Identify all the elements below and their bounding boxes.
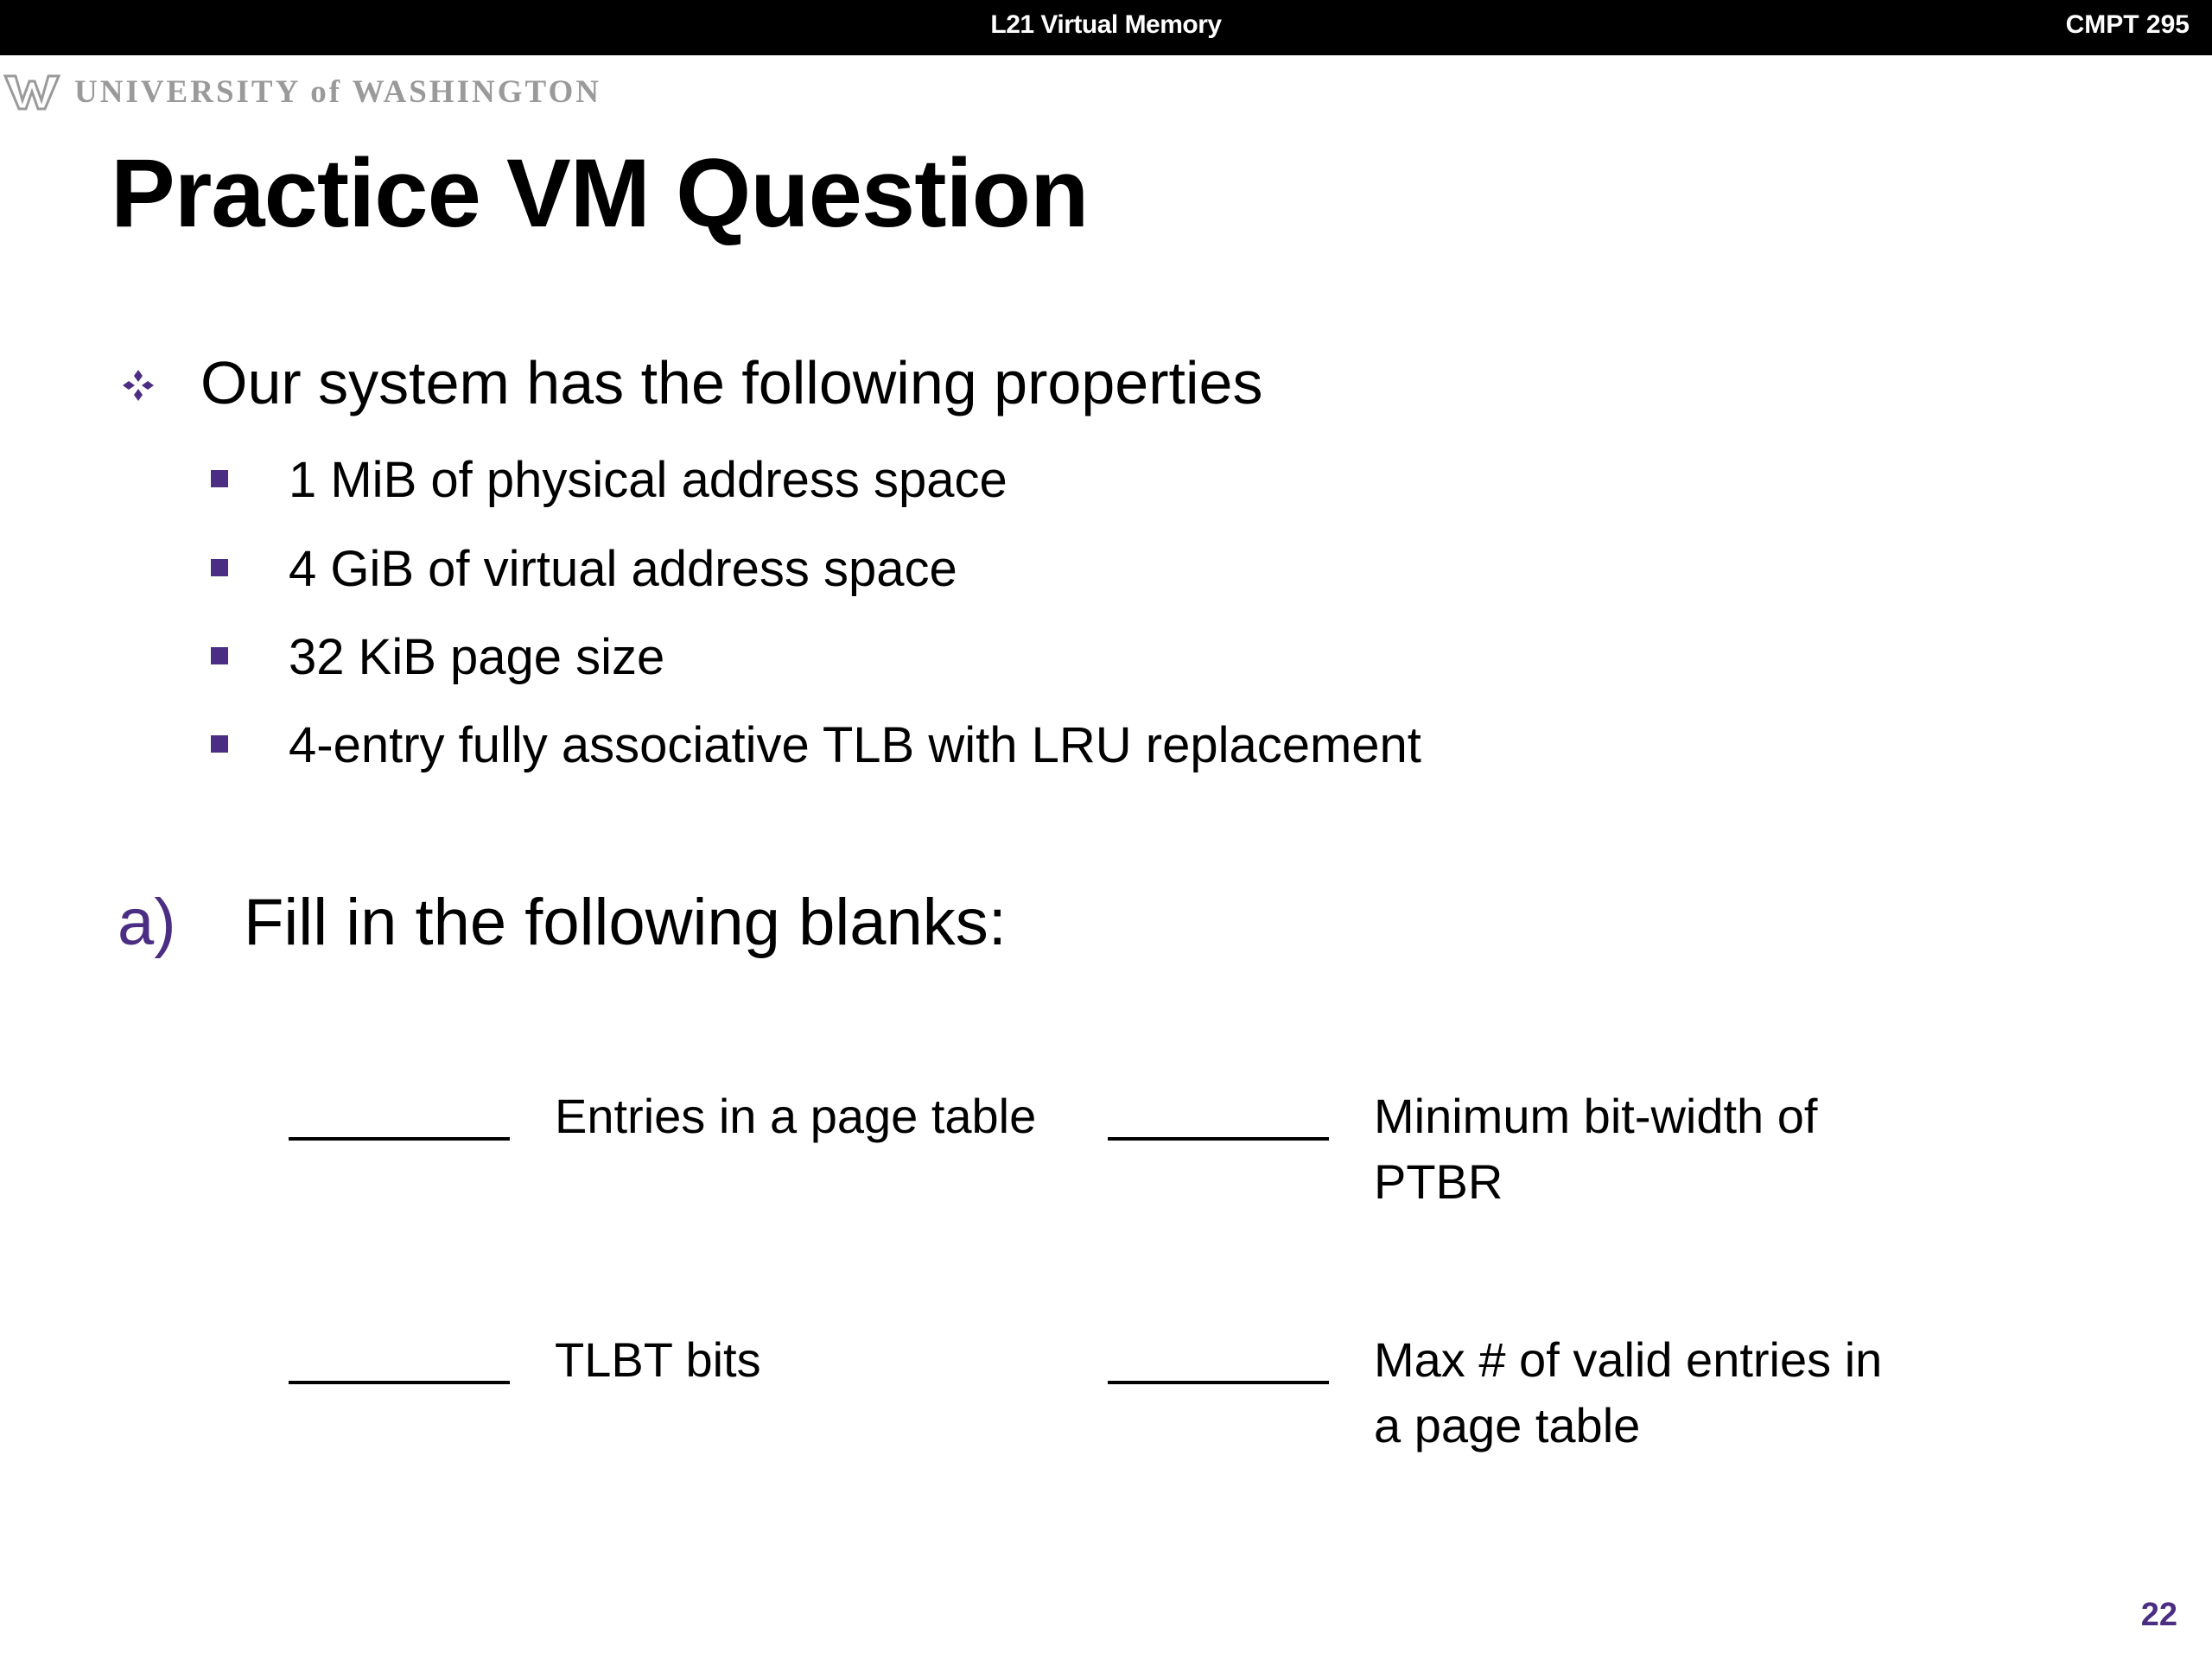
property-item [211,452,1007,508]
answer-blank-tlbt-bits[interactable] [289,1381,510,1384]
page-title: Practice VM Question [111,139,1089,247]
answer-blank-page-table-entries[interactable] [289,1137,510,1141]
square-bullet-icon [211,470,228,487]
question-text: Fill in the following blanks: [244,886,1007,959]
square-bullet-icon [211,735,228,753]
blank-label: Minimum bit-width of PTBR [1374,1089,1818,1209]
question-label: a) [118,886,176,959]
page-number: 22 [2140,1597,2177,1633]
course-code: CMPT 295 [2065,10,2190,39]
uw-w-logo-icon [3,73,60,111]
university-name: UNIVERSITY of WASHINGTON [74,73,601,110]
university-logo [3,71,601,112]
intro-text: Our system has the following properties [200,349,1263,416]
property-text: 1 MiB of physical address space [289,452,1007,508]
diamond-bullet-icon [121,359,200,407]
blank-label: Max # of valid entries in a page table [1374,1332,1883,1452]
blank-label: Entries in a page table [555,1089,1037,1143]
answer-blank-ptbr-width[interactable] [1108,1137,1329,1141]
blank-label: TLBT bits [555,1332,761,1387]
square-bullet-icon [211,647,228,664]
property-item [211,541,957,597]
property-text: 32 KiB page size [289,629,665,685]
property-text: 4 GiB of virtual address space [289,541,957,597]
property-text: 4-entry fully associative TLB with LRU replacement [289,717,1421,773]
property-item [211,717,1421,773]
top-bar [0,0,2212,55]
lecture-title: L21 Virtual Memory [990,10,1222,39]
property-item [211,629,665,685]
answer-blank-max-valid-entries[interactable] [1108,1381,1329,1384]
square-bullet-icon [211,559,228,576]
intro-bullet [121,349,1263,416]
